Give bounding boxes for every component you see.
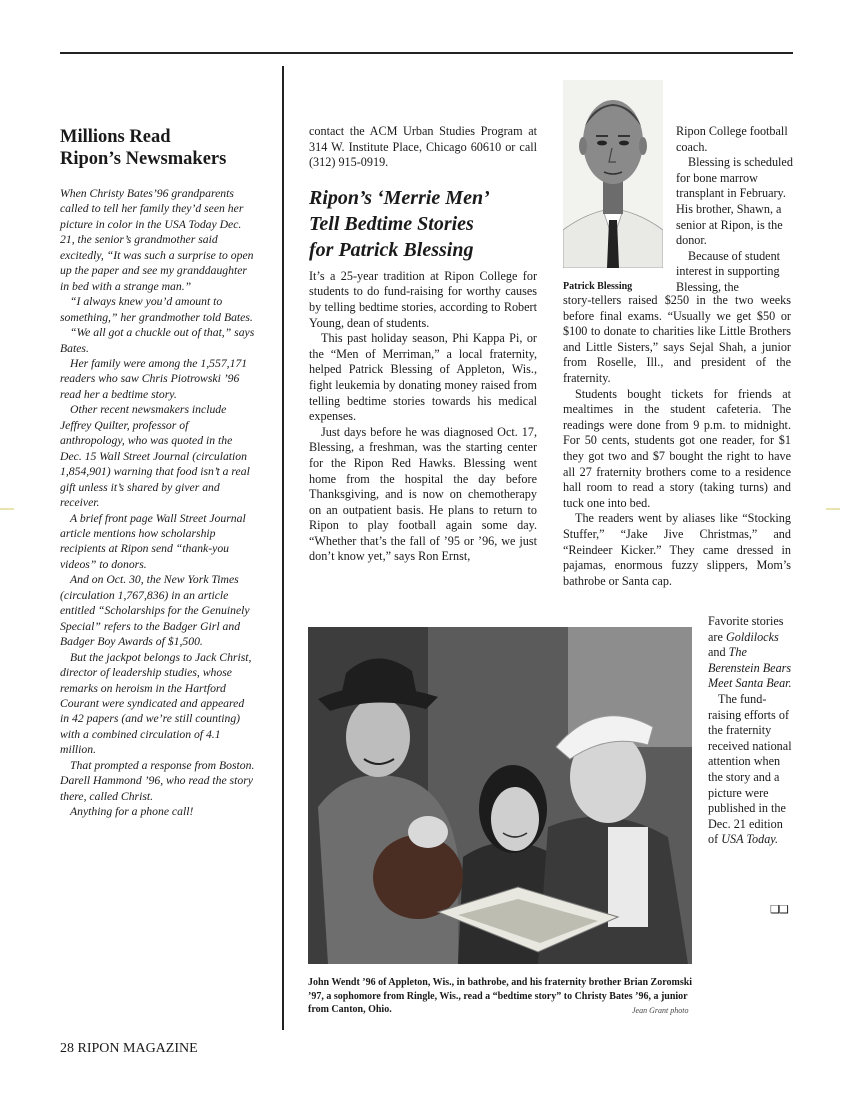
sidebar-paragraph: Her family were among the 1,557,171 readers who saw Chris Piotrowski ’96 read her a bedtime story. [60, 356, 248, 401]
sidebar-paragraph: “I always knew you’d amount to something,” her grandmother told Bates. [60, 295, 253, 324]
sidebar-paragraph: Other recent newsmakers include Jeffrey Quilter, professor of anthropology, who was quoted in the Dec. 15 Wall Street Journal (circulation 1,854,901) warning that food isn’t a real gift unless it’s shared by giver and receiver. [60, 403, 250, 510]
sidebar-paragraph: “We all got a chuckle out of that,” says Bates. [60, 326, 255, 355]
book-title-berenstein: The Berenstein Bears Meet Santa Bear. [708, 645, 792, 691]
article-paragraph: Blessing is scheduled for bone marrow transplant in February. His brother, Shawn, a senior at Ripon, is the donor. [676, 155, 793, 248]
page-number: 28 [60, 1041, 74, 1056]
publication-usa-today: USA Today. [721, 832, 779, 847]
right-column-middle [563, 293, 791, 589]
headline-line3: for Patrick Blessing [309, 238, 474, 261]
article-paragraph: It’s a 25-year tradition at Ripon College for students to do fund-raising for worthy causes by telling bedtime stories, according to Robert Young, dean of students. [309, 268, 537, 330]
right-column-lower [708, 614, 794, 848]
page-footer [60, 1041, 198, 1057]
conjunction-text: and [708, 645, 729, 660]
article-paragraph [708, 614, 794, 692]
right-column-upper [676, 124, 794, 296]
headline-line2: Tell Bedtime Stories [309, 212, 474, 235]
photo-caption: John Wendt ’96 of Appleton, Wis., in bathrobe, and his fraternity brother Brian Zoromski ’97, a sophomore from Ringle, Wis., read a “bedtime story” to Christy Bates ’96, a junior from Canton, Ohio. [308, 977, 693, 1015]
main-article-column [309, 124, 537, 565]
group-photo-image [308, 627, 692, 964]
sidebar-paragraph: And on Oct. 30, the New York Times (circulation 1,767,836) in an article entitled “Scholarships for the Genuinely Special” refers to the Badger Girl and Badger Boy Awards of $1,500. [60, 573, 250, 649]
sidebar-title-line1: Millions Read [60, 127, 171, 147]
article-paragraph [708, 692, 794, 848]
article-paragraph: Because of student interest in supporting Blessing, the [676, 248, 781, 294]
sidebar-title [60, 126, 256, 170]
continued-text: contact the ACM Urban Studies Program at 314 W. Institute Place, Chicago 60610 or call (312) 915-0919. [309, 124, 537, 170]
sidebar-paragraph: When Christy Bates’96 grandparents called to tell her family they’d seen her picture in color in the USA Today Dec. 21, the senior’s grandmother said excitedly, “It was such a surprise to open up the paper and see my granddaughter in bed with a strange man.” [60, 187, 254, 293]
portrait-photo [563, 80, 663, 268]
sidebar-paragraph: But the jackpot belongs to Jack Christ, director of leadership studies, whose remarks on heroism in the Hartford Courant were syndicated and appeared in 42 papers (and we’re still counting) with a combined circulation of 4.1 million. [60, 650, 252, 757]
article-paragraph: Students bought tickets for friends at mealtimes in the student cafeteria. The readings were done from 9 p.m. to midnight. For 50 cents, students got one reader, for $1 they got two and $7 bought the right to have all 27 fraternity brothers come to a residence hall room to read a story (taking turns) and tuck one into bed. [563, 386, 791, 510]
portrait-caption: Patrick Blessing [563, 281, 633, 292]
attention-text: The fund-raising efforts of the fraternity received national attention when the story and a picture were published in the Dec. 21 edition of [708, 691, 792, 847]
article-paragraph: The readers went by aliases like “Stocking Stuffer,” “Jake Jive Christmas,” and “Reindeer Kicker.” They came dressed in pajamas, enormous fuzzy slippers, Mom’s bathrobe or Santa cap. [563, 511, 791, 588]
article-headline [309, 185, 537, 263]
article-paragraph: Just days before he was diagnosed Oct. 17, Blessing, a freshman, was the starting center for the Ripon Red Hawks. Blessing went home from the hospital the day before Thanksgiving, and is now on chemotherapy on an outpatient basis. He plans to return to Ripon to play football again some day. “Whether that’s the fall of ’95 or ’96, we just don’t know yet,” says Ron Ernst, [309, 424, 537, 564]
article-paragraph: story-tellers raised $250 in the two weeks before final exams. “Usually we get $50 or $100 to donate to charities like Little Brothers and Little Sisters,” says Sejal Shah, a junior from Roselle, Ill., and president of the fraternity. [563, 293, 791, 385]
sidebar-paragraph: A brief front page Wall Street Journal article mentions how scholarship recipients at Ripon send “thank-you videos” to donors. [60, 511, 246, 571]
headline-line1: Ripon’s ‘Merrie Men’ [309, 186, 490, 209]
registration-mark-right [826, 508, 840, 510]
article-paragraph: This past holiday season, Phi Kappa Pi, or the “Men of Merriman,” a local fraternity, helped Patrick Blessing of Appleton, Wis., fight leukemia by donating money raised from telling bedtime stories towards his medical expenses. [309, 331, 537, 424]
photo-credit: Jean Grant photo [632, 1006, 689, 1015]
sidebar-article [60, 126, 256, 820]
registration-mark-left [0, 508, 14, 510]
top-rule [60, 52, 793, 54]
end-of-article-mark: ❑❑ [770, 904, 788, 916]
article-paragraph: Ripon College football coach. [676, 124, 788, 154]
favorite-stories-text: Favorite stories are [708, 614, 784, 644]
column-divider [282, 66, 284, 1030]
sidebar-paragraph: Anything for a phone call! [70, 805, 194, 819]
sidebar-title-line2: Ripon’s Newsmakers [60, 149, 227, 169]
sidebar-paragraph: That prompted a response from Boston. Darell Hammond ’96, who read the story there, called Christ. [60, 758, 255, 803]
portrait-image [563, 80, 663, 268]
group-photo [308, 627, 692, 964]
book-title-goldilocks: Goldilocks [725, 629, 779, 644]
publication-name: RIPON MAGAZINE [77, 1041, 198, 1056]
